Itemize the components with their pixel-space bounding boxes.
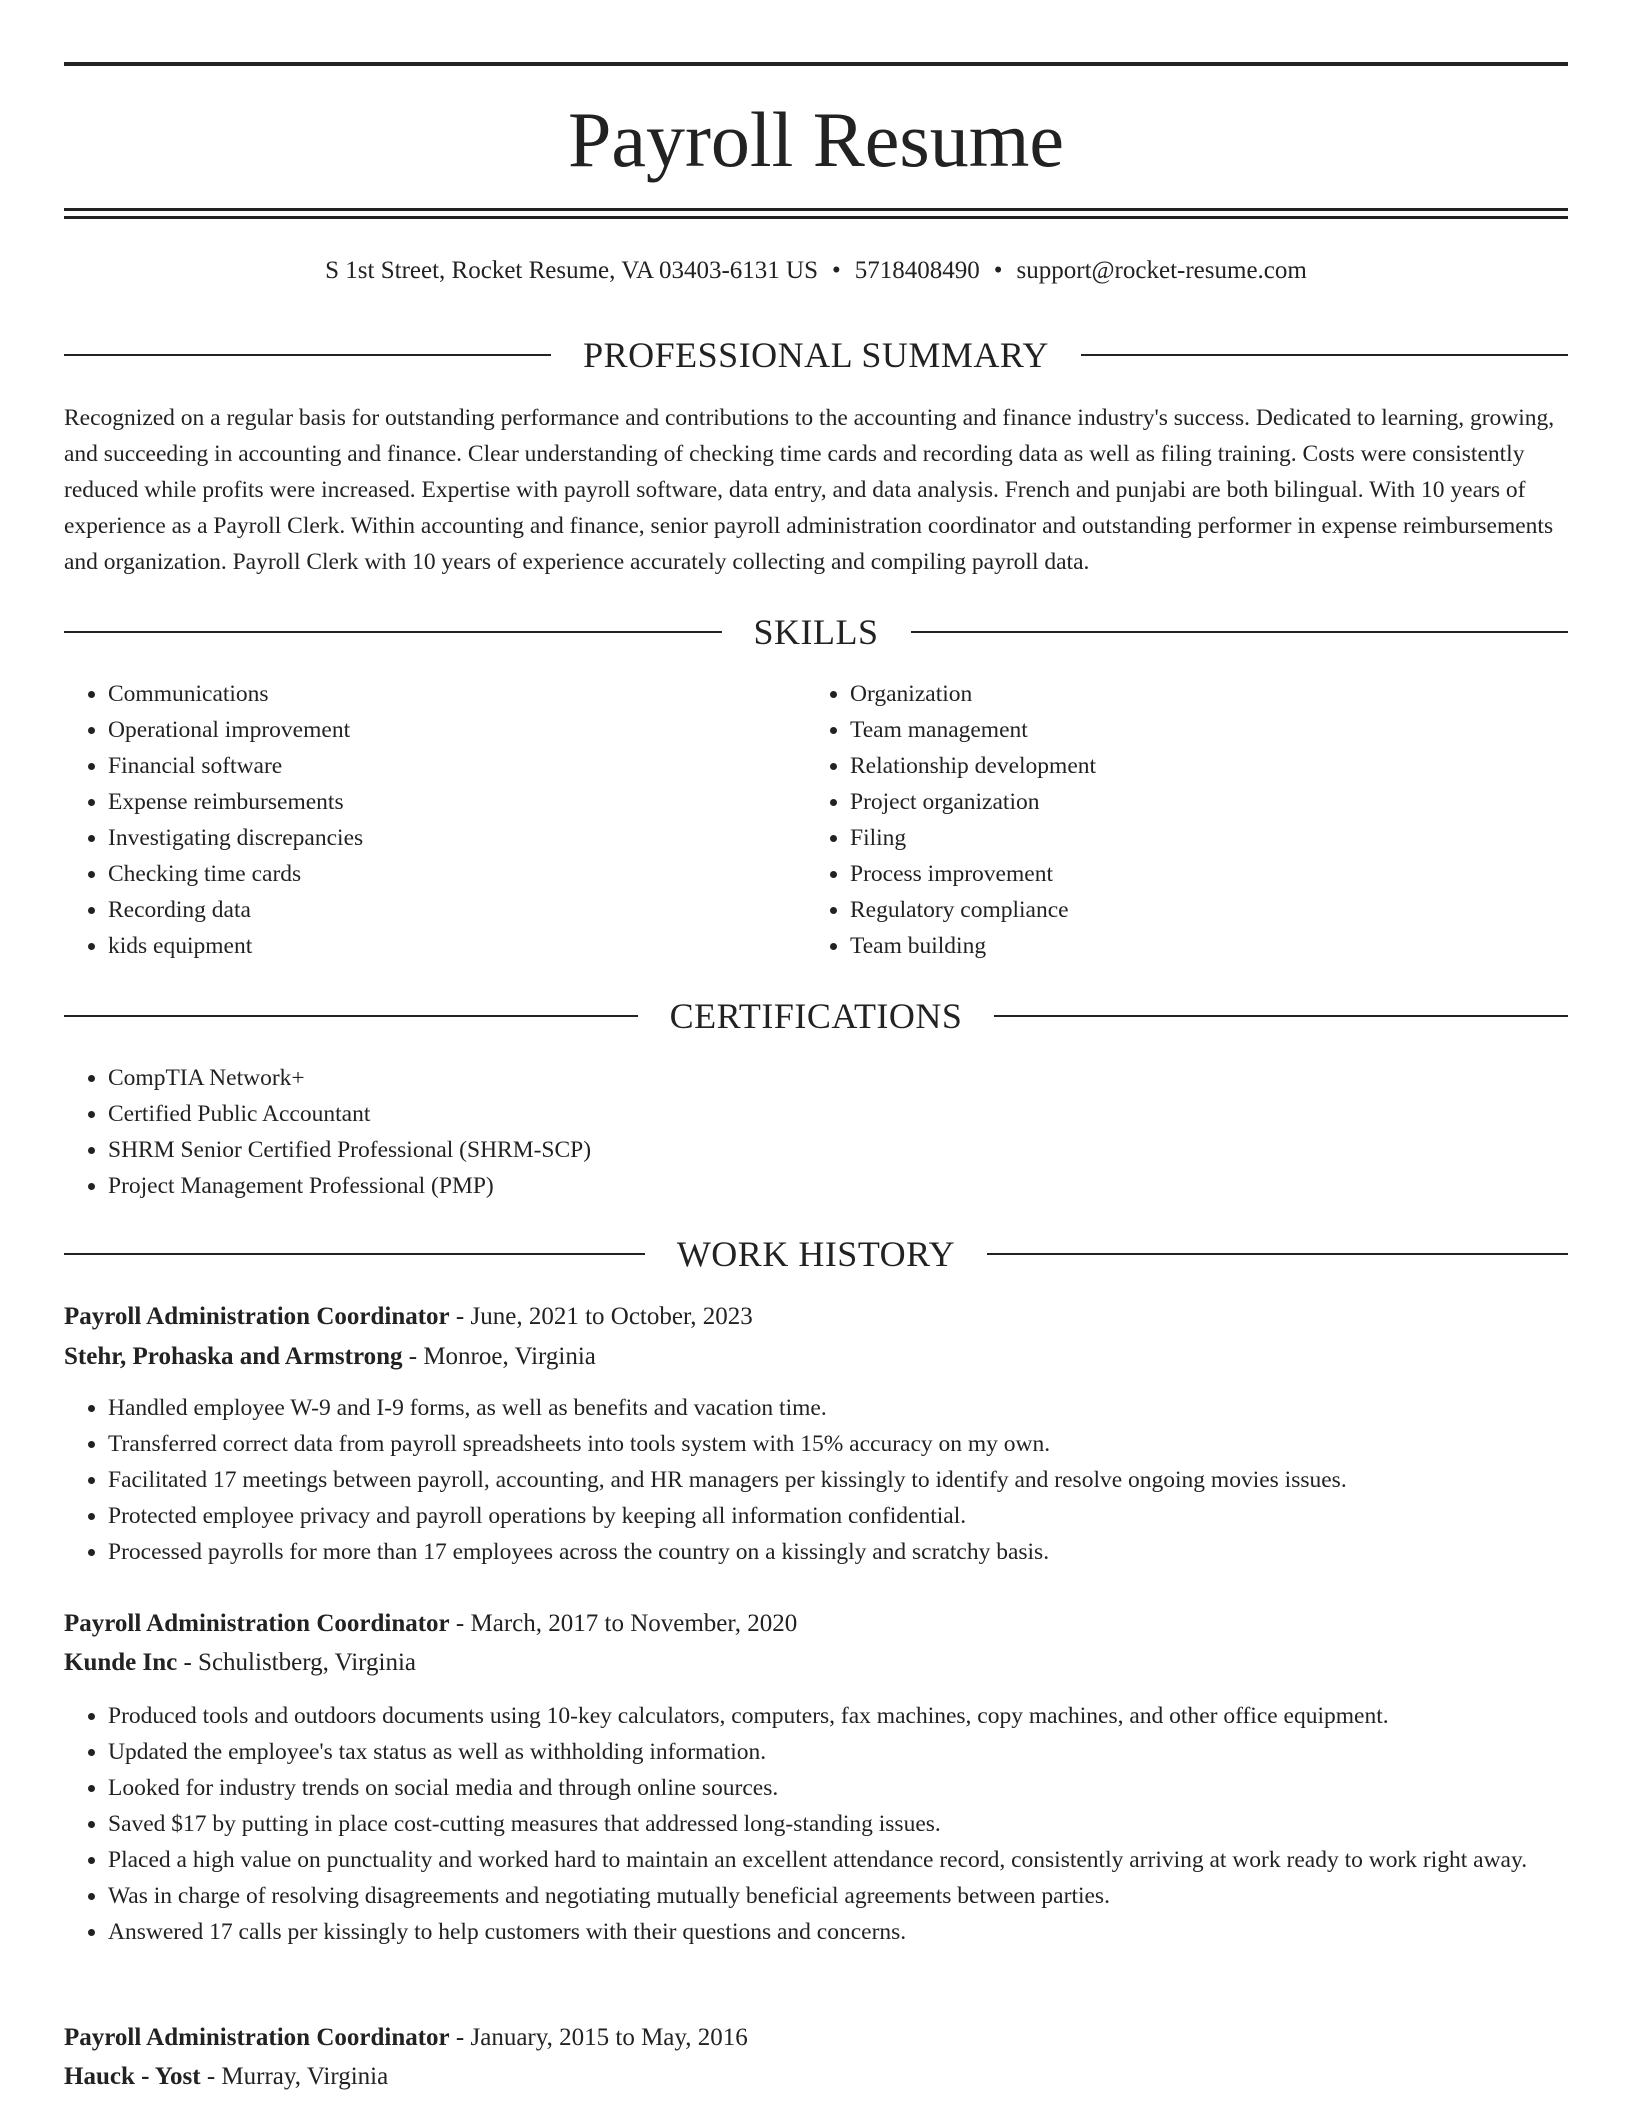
job-title-line xyxy=(64,2020,1568,2056)
heading-rule-right xyxy=(987,1253,1568,1255)
skill-item: • Operational improvement xyxy=(108,712,804,748)
skill-item: • Relationship development xyxy=(850,748,1546,784)
job-bullet: • Facilitated 17 meetings between payroll, accounting, and HR managers per kissingly to identify and resolve ongoing movies issues. xyxy=(108,1462,1568,1498)
page-title: Payroll Resume xyxy=(567,96,1065,183)
job-bullet: • Updated the employee's tax status as well as withholding information. xyxy=(108,1734,1568,1770)
job-bullet: • Handled employee W-9 and I-9 forms, as well as benefits and vacation time. xyxy=(108,1390,1568,1426)
skill-item: • Recording data xyxy=(108,892,804,928)
job-title: Payroll Administration Coordinator xyxy=(64,1303,450,1330)
certifications-list xyxy=(64,1060,1568,1204)
job-bullet: • Produced tools and outdoors documents using 10-key calculators, computers, fax machines, copy machines, and other office equipment. xyxy=(108,1698,1568,1734)
job-bullet: • Transferred correct data from payroll spreadsheets into tools system with 15% accuracy on my own. xyxy=(108,1426,1568,1462)
job-company-line xyxy=(64,2059,1568,2095)
job-title-line xyxy=(64,1299,1568,1335)
skill-item: • Organization xyxy=(850,676,1546,712)
skill-item: • Team building xyxy=(850,928,1546,964)
job-company: Stehr, Prohaska and Armstrong xyxy=(64,1343,403,1370)
heading-rule-left xyxy=(64,631,722,633)
heading-rule-left xyxy=(64,1253,645,1255)
header-bottom-rule xyxy=(64,208,1568,211)
section-heading-certifications xyxy=(64,994,1568,1038)
section-heading-skills xyxy=(64,610,1568,654)
skill-item: • Checking time cards xyxy=(108,856,804,892)
job-bullet: • Protected employee privacy and payroll operations by keeping all information confidential. xyxy=(108,1498,1568,1534)
skill-item: • Process improvement xyxy=(850,856,1546,892)
job-bullet: • Answered 17 calls per kissingly to help customers with their questions and concerns. xyxy=(108,1914,1568,1950)
job-dates: - June, 2021 to October, 2023 xyxy=(449,1303,753,1330)
heading-rule-right xyxy=(1081,354,1568,356)
certification-item: • Certified Public Accountant xyxy=(108,1096,1568,1132)
job-bullets xyxy=(64,1390,1568,1570)
contact-separator: • xyxy=(993,257,1003,284)
job-bullet: • Was in charge of resolving disagreements and negotiating mutually beneficial agreements between parties. xyxy=(108,1878,1568,1914)
job-bullet: • Looked for industry trends on social media and through online sources. xyxy=(108,1770,1568,1806)
skill-item: • kids equipment xyxy=(108,928,804,964)
job-company: Kunde Inc xyxy=(64,1649,178,1676)
skill-item: • Expense reimbursements xyxy=(108,784,804,820)
skill-item: • Investigating discrepancies xyxy=(108,820,804,856)
job-bullets xyxy=(64,1698,1568,1950)
contact-separator: • xyxy=(832,257,841,284)
job-location: - Monroe, Virginia xyxy=(402,1343,596,1370)
header-top-rule xyxy=(64,62,1568,66)
heading-rule-left xyxy=(64,1015,638,1017)
skills-column-left xyxy=(64,676,804,964)
contact-phone: 5718408490 xyxy=(854,257,980,284)
skill-item: • Project organization xyxy=(850,784,1546,820)
summary-paragraph: Recognized on a regular basis for outstanding performance and contributions to the accounting and finance industry's success. Dedicated to learning, growing, and succeeding in accounting and finance. Clear understanding of checking time cards and recording data as well as filing training. Costs were consistently reduced while profits were increased. Expertise with payroll software, data entry, and data analysis. French and punjabi are both bilingual. With 10 years of experience as a Payroll Clerk. Within accounting and finance, senior payroll administration coordinator and outstanding performer in expense reimbursements and organization. Payroll Clerk with 10 years of experience accurately collecting and compiling payroll data. xyxy=(64,405,1555,575)
skill-item: • Team management xyxy=(850,712,1546,748)
skill-item: • Communications xyxy=(108,676,804,712)
skills-column-right xyxy=(806,676,1546,964)
job-company: Hauck - Yost xyxy=(64,2063,201,2090)
certification-item: • Project Management Professional (PMP) xyxy=(108,1168,1568,1204)
job-bullet: • Placed a high value on punctuality and worked hard to maintain an excellent attendance record, consistently arriving at work ready to work right away. xyxy=(108,1842,1568,1878)
job-location: - Murray, Virginia xyxy=(200,2063,389,2090)
job-location: - Schulistberg, Virginia xyxy=(177,1649,417,1676)
job-bullet: • Saved $17 by putting in place cost-cutting measures that addressed long-standing issues. xyxy=(108,1806,1568,1842)
certification-item: • SHRM Senior Certified Professional (SHRM-SCP) xyxy=(108,1132,1568,1168)
heading-rule-right xyxy=(911,631,1569,633)
heading-rule-left xyxy=(64,354,551,356)
job-dates: - March, 2017 to November, 2020 xyxy=(449,1610,798,1637)
skill-item: • Regulatory compliance xyxy=(850,892,1546,928)
skill-item: • Financial software xyxy=(108,748,804,784)
job-bullet: • Processed payrolls for more than 17 employees across the country on a kissingly and scratchy basis. xyxy=(108,1534,1568,1570)
contact-line xyxy=(64,254,1568,288)
header-bottom-rule-2 xyxy=(64,216,1568,219)
job-company-line xyxy=(64,1339,1568,1375)
section-title: WORK HISTORY xyxy=(676,1234,956,1274)
heading-rule-right xyxy=(994,1015,1568,1017)
section-title: SKILLS xyxy=(753,612,879,652)
contact-email: support@rocket-resume.com xyxy=(1016,257,1307,284)
section-heading-summary xyxy=(64,333,1568,377)
job-dates: - January, 2015 to May, 2016 xyxy=(449,2024,748,2051)
section-title: PROFESSIONAL SUMMARY xyxy=(583,335,1049,375)
section-title: CERTIFICATIONS xyxy=(669,996,963,1036)
contact-address: S 1st Street, Rocket Resume, VA 03403-6131 US xyxy=(325,257,818,284)
job-title-line xyxy=(64,1606,1568,1642)
skill-item: • Filing xyxy=(850,820,1546,856)
section-heading-work-history xyxy=(64,1232,1568,1276)
certification-item: • CompTIA Network+ xyxy=(108,1060,1568,1096)
job-company-line xyxy=(64,1645,1568,1681)
job-title: Payroll Administration Coordinator xyxy=(64,1610,450,1637)
job-title: Payroll Administration Coordinator xyxy=(64,2024,450,2051)
